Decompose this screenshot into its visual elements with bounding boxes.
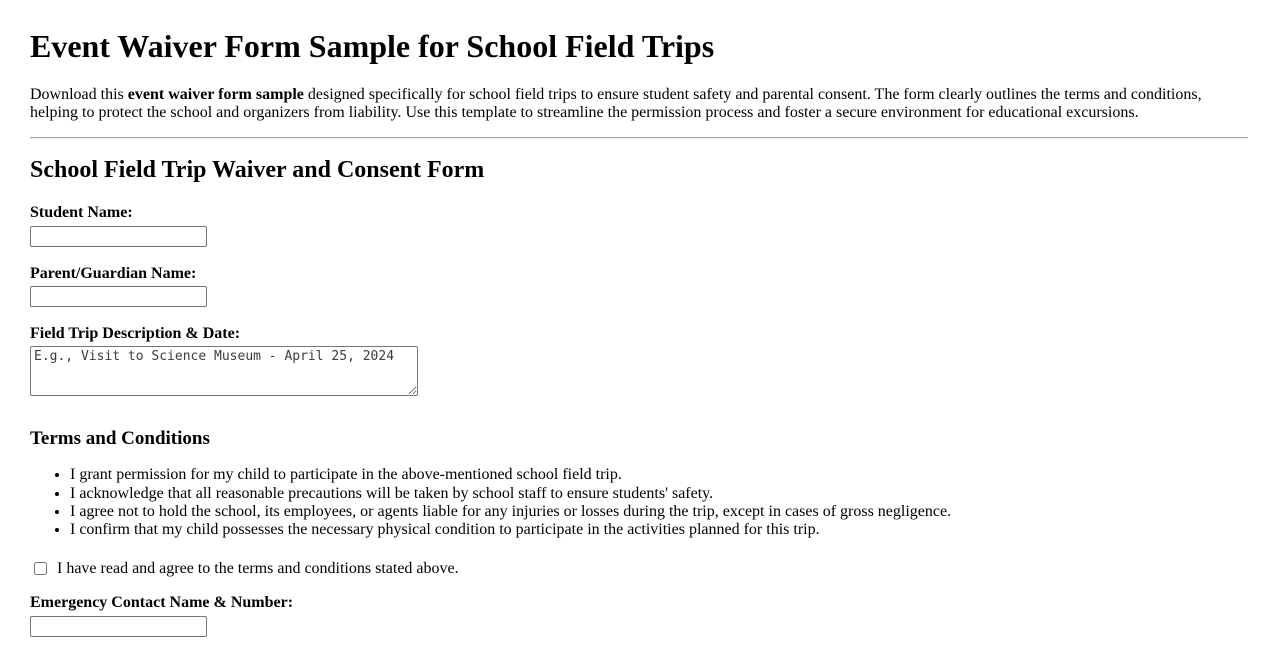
student-name-input[interactable] bbox=[30, 226, 207, 247]
student-name-label: Student Name: bbox=[30, 204, 133, 222]
trip-description-label: Field Trip Description & Date: bbox=[30, 324, 241, 342]
form-title: School Field Trip Waiver and Consent Form bbox=[30, 156, 485, 183]
emergency-contact-input[interactable] bbox=[30, 616, 207, 637]
terms-item: • I acknowledge that all reasonable precautions will be taken by school staff to ensure students' safety. bbox=[70, 485, 1248, 503]
terms-item: • I agree not to hold the school, its employees, or agents liable for any injuries or losses during the trip, except in cases of gross negligence. bbox=[70, 503, 1248, 521]
trip-description-textarea[interactable] bbox=[30, 346, 418, 396]
page-title: Event Waiver Form Sample for School Field Trips bbox=[30, 28, 715, 64]
parent-name-input[interactable] bbox=[30, 286, 207, 307]
parent-name-label: Parent/Guardian Name: bbox=[30, 264, 197, 282]
divider bbox=[30, 137, 1248, 139]
terms-item: • I confirm that my child possesses the necessary physical condition to participate in the activities planned for this trip. bbox=[70, 521, 1248, 539]
emergency-contact-field bbox=[30, 594, 1248, 636]
page bbox=[30, 28, 1248, 637]
emergency-contact-label: Emergency Contact Name & Number: bbox=[30, 594, 294, 612]
intro-paragraph bbox=[30, 86, 1248, 123]
intro-text-end: designed specifically for school field trips to ensure student safety and parental consent. The form clearly outlines the terms and conditions, helping to protect the school and organizers from liability. Use this template to streamline the permission process and foster a secure environment for educational excursions. bbox=[30, 85, 1202, 122]
agreement-checkbox[interactable] bbox=[34, 562, 47, 575]
parent-name-field bbox=[30, 265, 1248, 307]
trip-description-field bbox=[30, 325, 1248, 396]
intro-text-bold: event waiver form sample bbox=[127, 85, 304, 103]
agreement-label[interactable]: I have read and agree to the terms and conditions stated above. bbox=[57, 559, 459, 577]
terms-item: • I grant permission for my child to participate in the above-mentioned school field trip. bbox=[70, 466, 1248, 484]
intro-text-start: Download this bbox=[30, 85, 128, 103]
terms-heading: Terms and Conditions bbox=[30, 428, 210, 450]
agreement-row bbox=[30, 560, 1248, 578]
terms-list bbox=[30, 466, 1248, 540]
student-name-field bbox=[30, 204, 1248, 246]
